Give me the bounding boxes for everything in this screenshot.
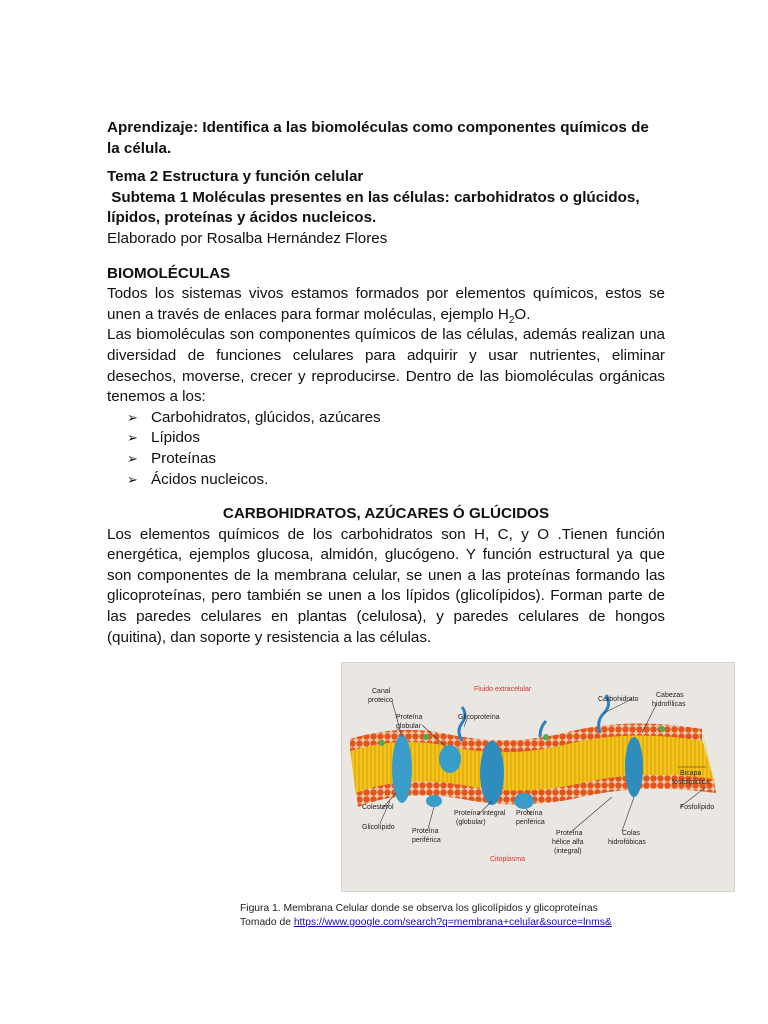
list-item	[127, 428, 665, 449]
label-cabezas: Cabezas	[656, 692, 684, 699]
arrow-bullet-icon: ➢	[127, 450, 138, 466]
label-glicolipido: Glicolípido	[362, 824, 395, 831]
aprendizaje-heading: Aprendizaje: Identifica a las biomoléculas como componentes químicos de la célula.	[107, 119, 649, 157]
list-item	[127, 449, 665, 470]
author-line: Elaborado por Rosalba Hernández Flores	[107, 229, 388, 247]
caption-line-1: Figura 1. Membrana Celular donde se observa los glicolípidos y glicoproteínas	[240, 903, 598, 914]
label-proteina-periferica: Proteína	[412, 828, 439, 835]
list-item-text: Ácidos nucleicos.	[151, 470, 269, 488]
caption-line-2	[240, 916, 612, 930]
label-proteina-globular: Proteína	[396, 714, 423, 721]
cell-membrane-diagram	[342, 663, 734, 891]
label-bicapa-2: fosfolipídica	[672, 779, 709, 786]
p1-text-end: O.	[514, 305, 531, 323]
label-fosfolipido: Fosfolípido	[680, 804, 715, 811]
label-colas: Colas	[622, 830, 640, 837]
cell-membrane-figure	[341, 662, 735, 892]
list-item-text: Proteínas	[151, 449, 217, 467]
document-body	[107, 118, 665, 648]
label-proteina-periferica-2: periférica	[412, 837, 441, 844]
channel-protein	[392, 735, 412, 803]
label-canal: Canal	[372, 688, 391, 695]
label-glicoproteina: Glicoproteína	[458, 714, 500, 721]
subtema-heading	[107, 188, 665, 229]
p1-text: Todos los sistemas vivos estamos formados por elementos químicos, estos se unen a través de enlaces para formar moléculas, ejemplo H	[107, 285, 665, 323]
arrow-bullet-icon: ➢	[127, 430, 138, 446]
label-fluido: Fluido extracelular	[474, 686, 532, 693]
label-bicapa: Bicapa	[680, 770, 702, 777]
label-proteina-periferica-b: Proteína	[516, 810, 543, 817]
label-proteina-helice: Proteína	[556, 830, 583, 837]
p1-subscript: 2	[508, 314, 515, 326]
list-item-text: Carbohidratos, glúcidos, azúcares	[151, 408, 381, 426]
subtema-text: Subtema 1 Moléculas presentes en las células: carbohidratos o glúcidos, lípidos, proteínas y ácidos nucleicos.	[107, 188, 640, 227]
label-proteina-helice-2: hélice alfa	[552, 839, 584, 846]
biomoleculas-paragraph-1	[107, 284, 665, 325]
arrow-bullet-icon: ➢	[127, 471, 138, 487]
list-item-text: Lípidos	[151, 429, 200, 447]
figure-caption	[240, 902, 612, 930]
label-colas-2: hidrofóbicas	[608, 839, 646, 846]
label-proteina-helice-3: (integral)	[554, 848, 582, 855]
label-proteina-integral-2: (globular)	[456, 819, 486, 826]
label-proteina-integral: Proteína integral	[454, 810, 506, 817]
biomolecule-list	[107, 408, 665, 490]
label-citoplasma: Citoplasma	[490, 856, 526, 863]
tema-heading: Tema 2 Estructura y función celular	[107, 168, 364, 186]
label-proteina-globular-2: globular	[396, 723, 421, 730]
arrow-bullet-icon: ➢	[127, 409, 138, 425]
label-carbohidrato: Carbohidrato	[598, 696, 639, 703]
label-cabezas-2: hidrofílicas	[652, 701, 686, 708]
carbohidratos-heading: CARBOHIDRATOS, AZÚCARES Ó GLÚCIDOS	[222, 505, 550, 523]
label-proteina-periferica-b-2: periférica	[516, 819, 545, 826]
biomoleculas-paragraph-2: Las biomoléculas son componentes químicos de las células, además realizan una diversidad de funciones celulares para adquirir y usar nutrientes, eliminar desechos, moverse, crecer y reproducirse. Dentro de las biomoléculas orgánicas tenemos a los:	[107, 326, 665, 406]
carbohidratos-paragraph: Los elementos químicos de los carbohidratos son H, C, y O .Tienen función energética, ejemplos glucosa, almidón, glucógeno. Y función estructural ya que son componentes de la membrana celular, se unen a las proteínas formando las glicoproteínas, pero también se unen a los lípidos (glicolípidos). Forman parte de las paredes celulares en plantas (celulosa), y paredes celulares de hongos (quitina), dan soporte y resistencia a las células.	[107, 525, 665, 646]
label-canal-2: proteico	[368, 697, 393, 704]
list-item	[127, 408, 665, 429]
list-item	[127, 470, 665, 491]
caption-source-label: Tomado de	[240, 917, 294, 928]
label-colesterol: Colesterol	[362, 804, 394, 811]
biomoleculas-heading: BIOMOLÉCULAS	[107, 264, 231, 282]
source-link[interactable]: https://www.google.com/search?q=membrana+celular&source=lnms&	[293, 917, 612, 928]
